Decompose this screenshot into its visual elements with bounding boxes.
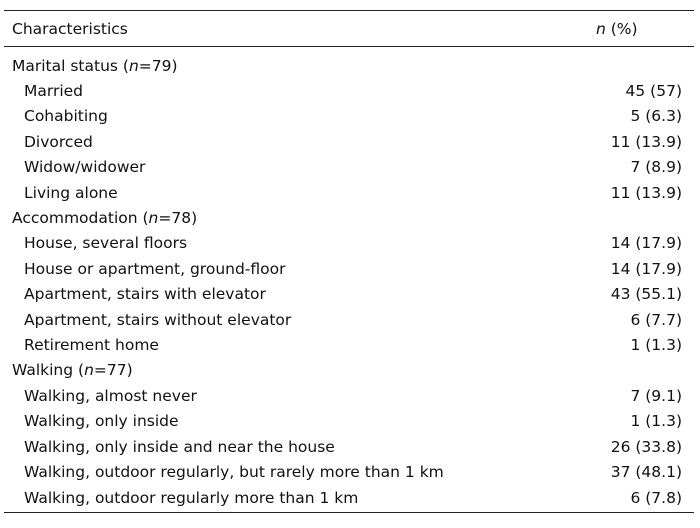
row-value: 11 (13.9) [610, 132, 682, 151]
row-value: 37 (48.1) [610, 462, 682, 481]
row-label: Divorced [24, 132, 93, 151]
section-title [4, 47, 596, 79]
table-row [4, 485, 694, 513]
row-value: 7 (8.9) [630, 158, 682, 177]
table-row [4, 78, 694, 103]
table-row [4, 282, 694, 307]
row-value: 7 (9.1) [630, 386, 682, 405]
section-title-n: n [128, 56, 139, 75]
row-label: Walking, almost never [24, 386, 197, 405]
section-title-count: =79) [138, 56, 178, 75]
section-title-text: Marital status ( [12, 56, 129, 75]
table-row [4, 256, 694, 281]
row-value: 1 (1.3) [630, 335, 682, 354]
table-row [4, 383, 694, 408]
section-title-n: n [148, 209, 159, 228]
row-label: Walking, outdoor regularly more than 1 km [4, 485, 596, 513]
section-title [4, 358, 596, 383]
row-value: 11 (13.9) [610, 183, 682, 202]
row-value: 6 (7.7) [630, 310, 682, 329]
row-value: 14 (17.9) [610, 234, 682, 253]
table-body [4, 47, 694, 513]
row-value: 5 (6.3) [630, 107, 682, 126]
table-row [4, 434, 694, 459]
table-row [4, 180, 694, 205]
row-label: Living alone [24, 183, 118, 202]
row-value: 1 (1.3) [630, 412, 682, 431]
row-label: Widow/widower [24, 158, 146, 177]
row-label: Walking, only inside and near the house [24, 437, 335, 456]
section-header-row [4, 358, 694, 383]
row-label: Apartment, stairs without elevator [24, 310, 292, 329]
table-row [4, 104, 694, 129]
table-row [4, 307, 694, 332]
table-row [4, 408, 694, 433]
row-label: Apartment, stairs with elevator [24, 285, 266, 304]
header-row [4, 11, 694, 47]
section-header-row [4, 205, 694, 230]
section-value-empty [596, 358, 694, 383]
row-value: 14 (17.9) [610, 259, 682, 278]
section-header-row [4, 47, 694, 79]
row-value: 43 (55.1) [610, 285, 682, 304]
section-value-empty [596, 47, 694, 79]
row-value: 6 (7.8) [596, 485, 694, 513]
row-value: 26 (33.8) [610, 437, 682, 456]
row-label: Walking, only inside [24, 412, 179, 431]
section-title-text: Walking ( [12, 361, 85, 380]
row-label: Married [24, 82, 84, 101]
row-label: Retirement home [24, 335, 159, 354]
row-label: Cohabiting [24, 107, 108, 126]
table-row [4, 129, 694, 154]
table-row [4, 332, 694, 357]
table-row [4, 231, 694, 256]
row-value: 45 (57) [625, 82, 682, 101]
characteristics-table-container [4, 10, 694, 513]
row-label: House or apartment, ground-floor [24, 259, 286, 278]
header-n: n [596, 19, 606, 38]
characteristics-table [4, 10, 694, 513]
row-label: Walking, outdoor regularly, but rarely more than 1 km [24, 462, 444, 481]
table-header [4, 11, 694, 47]
header-percent: (%) [605, 19, 638, 38]
section-title-count: =77) [93, 361, 133, 380]
table-row [4, 459, 694, 484]
header-characteristics: Characteristics [4, 11, 596, 47]
section-value-empty [596, 205, 694, 230]
table-row [4, 155, 694, 180]
section-title-count: =78) [158, 209, 198, 228]
section-title [4, 205, 596, 230]
row-label: House, several floors [24, 234, 188, 253]
section-title-n: n [84, 361, 94, 380]
header-n-percent [596, 11, 694, 47]
section-title-text: Accommodation ( [12, 209, 149, 228]
